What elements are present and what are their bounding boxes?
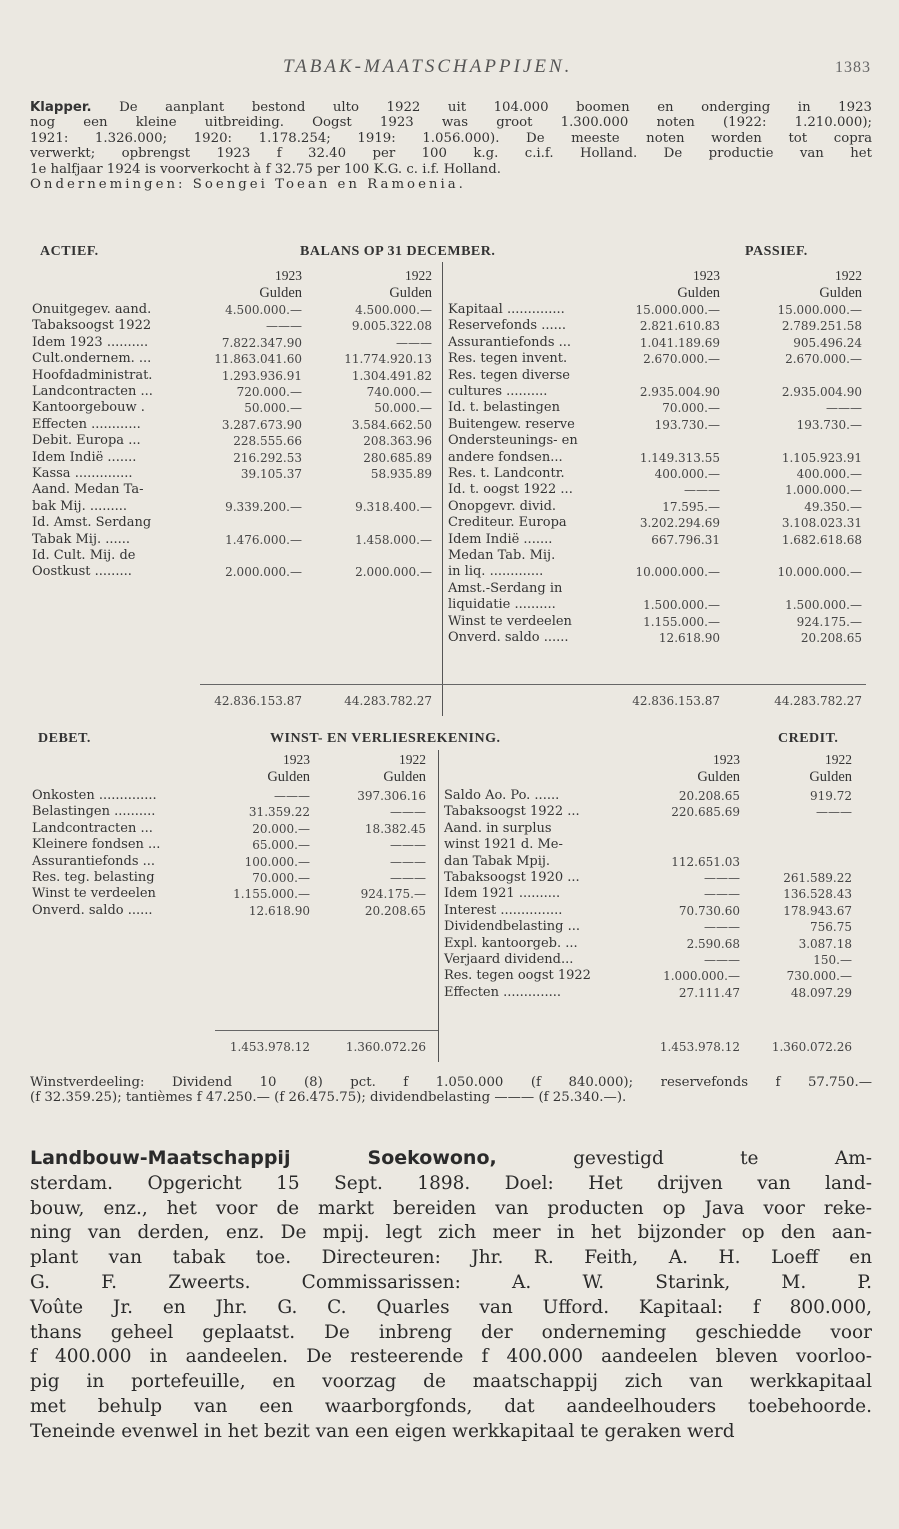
value-1922: 136.528.43 (783, 887, 852, 902)
value-1923: 193.730.— (654, 417, 720, 432)
running-header-title: TABAK-MAATSCHAPPIJEN. (283, 56, 573, 77)
row-label: Onkosten .............. (32, 788, 157, 803)
total-1922: 1.360.072.26 (771, 1040, 852, 1054)
value-1922: 1.458.000.— (355, 532, 432, 547)
row-label: Res. t. Landcontr. (448, 466, 565, 481)
line-text: f 400.000 in aandeelen. De resteerende f 400.000 aandeelen bleven voorloo- (30, 1346, 872, 1368)
row-label: Res. tegen oogst 1922 (444, 968, 591, 984)
row-label: Id. t. belastingen (448, 400, 560, 416)
row-label: liquidatie .......... (448, 597, 556, 613)
row-label: Id. t. oogst 1922 ... (448, 482, 573, 498)
value-1922: 1.682.618.68 (781, 532, 862, 547)
value-1922: 48.097.29 (790, 985, 852, 1000)
value-1923: 1.500.000.— (643, 598, 720, 613)
value-1922: 740.000.— (366, 385, 432, 399)
value-1923: 11.863.041.60 (214, 352, 302, 367)
row-label: Aand. Medan Ta- (32, 482, 144, 498)
line-text: pig in portefeuille, en voorzag de maatschappij zich van werkkapitaal (30, 1371, 872, 1393)
row-label: winst 1921 d. Me- (444, 837, 563, 853)
value-1922: 193.730.— (796, 417, 862, 432)
value-1923: 27.111.47 (678, 985, 740, 1000)
row-label: Dividendbelasting ... (444, 919, 580, 935)
row-label: Id. Amst. Serdang (32, 515, 152, 531)
total-1923: 42.836.153.87 (632, 694, 720, 708)
line-text: thans geheel geplaatst. De inbreng der onderneming geschiedde voor (30, 1321, 872, 1343)
column-unit: Gulden (267, 769, 310, 785)
row-label: Kleinere fondsen ... (32, 837, 161, 853)
value-1922: 208.363.96 (363, 434, 432, 449)
column-year: 1922 (825, 752, 852, 767)
row-label: Buitengew. reserve (448, 416, 575, 432)
value-1922: 2.789.251.58 (781, 319, 862, 334)
value-1923: 1.476.000.— (225, 532, 302, 547)
column-year: 1923 (713, 752, 740, 767)
row-label: Saldo Ao. Po. ...... (444, 788, 560, 803)
value-1923: 720.000.— (236, 385, 302, 399)
value-1923: ——— (684, 483, 720, 498)
column-year: 1922 (835, 268, 862, 283)
value-1923: 112.651.03 (671, 854, 740, 869)
value-1922: 756.75 (810, 920, 852, 935)
value-1923: 2.670.000.— (643, 352, 720, 367)
value-1923: 228.555.66 (233, 434, 302, 449)
column-year: 1923 (275, 268, 302, 283)
value-1923: 100.000.— (244, 854, 310, 869)
row-label: Hoofdadministrat. (32, 367, 153, 383)
value-1922: 397.306.16 (357, 789, 426, 803)
value-1923: 1.155.000.— (643, 614, 720, 629)
value-1923: 15.000.000.— (635, 303, 720, 317)
value-1922: ——— (816, 805, 852, 820)
value-1923: ——— (704, 920, 740, 935)
value-1922: 4.500.000.— (355, 303, 432, 317)
column-year: 1923 (693, 268, 720, 283)
value-1923: 1.000.000.— (663, 969, 740, 984)
value-1923: 216.292.53 (233, 450, 302, 465)
value-1923: 220.685.69 (671, 805, 740, 820)
row-label: Oostkust ......... (32, 564, 132, 580)
value-1922: ——— (390, 871, 426, 885)
row-label: cultures .......... (448, 384, 548, 399)
value-1922: ——— (826, 401, 862, 416)
value-1923: ——— (704, 887, 740, 902)
balance-left-title: ACTIEF. (40, 244, 99, 259)
value-1922: 9.005.322.08 (351, 319, 432, 334)
row-label: Winst te verdeelen (32, 886, 156, 902)
value-1922: 9.318.400.— (355, 499, 432, 514)
row-label: Interest ............... (444, 902, 563, 918)
row-label: Assurantiefonds ... (32, 853, 156, 869)
row-label: Onuitgegev. aand. (32, 302, 152, 317)
total-1923: 1.453.978.12 (229, 1040, 310, 1054)
row-label: Idem Indië ....... (448, 531, 553, 547)
klapper-paragraph (30, 100, 872, 192)
column-divider (442, 262, 443, 716)
value-1922: 3.108.023.31 (781, 516, 862, 531)
row-label: Tabaksoogst 1922 ... (444, 804, 580, 820)
value-1922: 924.175.— (796, 614, 862, 629)
row-label: Res. tegen invent. (448, 351, 568, 367)
row-label: Idem 1923 .......... (32, 334, 149, 350)
value-1922: 924.175.— (360, 887, 426, 902)
paragraph-line (30, 1370, 872, 1395)
row-label: Onverd. saldo ...... (448, 630, 569, 645)
value-1923: 70.730.60 (678, 903, 740, 918)
total-1922: 1.360.072.26 (345, 1040, 426, 1054)
paragraph-line (30, 100, 872, 115)
row-label: Kantoorgebouw . (32, 400, 145, 416)
column-unit: Gulden (819, 285, 862, 301)
value-1923: 2.590.68 (686, 936, 740, 951)
row-label: Idem 1921 .......... (444, 886, 561, 902)
row-label: andere fondsen... (448, 449, 563, 465)
row-label: in liq. ............. (448, 564, 544, 580)
row-label: Aand. in surplus (444, 820, 552, 836)
value-1922: 20.208.65 (364, 903, 426, 918)
value-1922: 11.774.920.13 (344, 352, 432, 367)
value-1922: 919.72 (810, 789, 852, 803)
value-1923: 70.000.— (662, 401, 720, 416)
paragraph-line (30, 1395, 872, 1420)
row-label: Idem Indië ....... (32, 449, 137, 465)
value-1923: 12.618.90 (248, 903, 310, 918)
column-unit: Gulden (677, 285, 720, 301)
paragraph-line (30, 1420, 872, 1445)
column-year: 1922 (405, 268, 432, 283)
column-year: 1923 (283, 752, 310, 767)
paragraph-line (30, 1146, 872, 1172)
column-unit: Gulden (389, 285, 432, 301)
line-text: 1e halfjaar 1924 is voorverkocht à f 32.75 per 100 K.G. c. i.f. Holland. (30, 161, 501, 177)
row-label: Effecten ............ (32, 416, 141, 432)
paragraph-line (30, 131, 872, 146)
value-1923: 1.041.189.69 (639, 335, 720, 350)
value-1922: 261.589.22 (783, 871, 852, 885)
value-1923: 17.595.— (662, 499, 720, 514)
line-text: Teneinde evenwel in het bezit van een eigen werkkapitaal te geraken werd (30, 1420, 735, 1442)
line-text: sterdam. Opgericht 15 Sept. 1898. Doel: Het drijven van land- (30, 1172, 872, 1194)
row-label: Tabaksoogst 1920 ... (444, 870, 580, 885)
page-number: 1383 (835, 59, 871, 76)
value-1922: 150.— (813, 953, 852, 967)
value-1923: 10.000.000.— (635, 565, 720, 580)
row-label: Debit. Europa ... (32, 433, 141, 449)
row-label: Cult.ondernem. ... (32, 351, 152, 367)
line-text: plant van tabak toe. Directeuren: Jhr. R. Feith, A. H. Loeff en (30, 1247, 872, 1269)
value-1922: 58.935.89 (370, 467, 432, 481)
row-label: Crediteur. Europa (448, 515, 567, 531)
pl-title: WINST- EN VERLIESREKENING. (270, 731, 501, 746)
total-rule (200, 684, 866, 685)
row-label: Expl. kantoorgeb. ... (444, 935, 578, 951)
paragraph-line (30, 146, 872, 161)
row-label: Onopgevr. divid. (448, 498, 557, 514)
line-text: Ondernemingen: Soengei Toean en Ramoenia. (30, 177, 466, 193)
line-text: nog een kleine uitbreiding. Oogst 1923 was groot 1.300.000 noten (1922: 1.210.000); (30, 115, 872, 131)
row-label: Tabaksoogst 1922 (32, 318, 152, 334)
value-1923: 2.000.000.— (225, 565, 302, 580)
row-label: Medan Tab. Mij. (448, 548, 556, 563)
value-1923: ——— (266, 319, 302, 334)
paragraph-line (30, 1246, 872, 1271)
value-1923: 1.155.000.— (233, 887, 310, 902)
value-1923: ——— (704, 953, 740, 967)
column-unit: Gulden (383, 769, 426, 785)
row-label: Landcontracten ... (32, 820, 153, 836)
value-1923: ——— (274, 789, 310, 803)
value-1922: 905.496.24 (793, 335, 862, 350)
value-1923: ——— (704, 871, 740, 885)
value-1922: ——— (390, 805, 426, 820)
value-1923: 9.339.200.— (225, 499, 302, 514)
value-1923: 400.000.— (654, 467, 720, 481)
line-text: Voûte Jr. en Jhr. G. C. Quarles van Ufford. Kapitaal: f 800.000, (30, 1296, 872, 1318)
value-1923: 2.935.004.90 (639, 385, 720, 399)
row-label: Effecten .............. (444, 984, 561, 1000)
balance-right-title: PASSIEF. (745, 244, 808, 259)
value-1922: 18.382.45 (364, 821, 426, 836)
row-label: Amst.-Serdang in (448, 580, 563, 596)
line-text: ning van derden, enz. De mpij. legt zich meer in het bijzonder op den aan- (30, 1222, 872, 1244)
distribution-line: Winstverdeeling: Dividend 10 (8) pct. f 1.050.000 (f 840.000); reservefonds f 57.750.— (30, 1075, 872, 1090)
value-1923: 667.796.31 (651, 532, 720, 547)
row-label: Assurantiefonds ... (448, 334, 572, 350)
line-text: bouw, enz., het voor de markt bereiden van producten op Java voor reke- (30, 1197, 872, 1219)
column-unit: Gulden (259, 285, 302, 301)
entry-keyword: Klapper. (30, 100, 92, 115)
paragraph-line (30, 1271, 872, 1296)
pl-right-title: CREDIT. (778, 731, 839, 746)
value-1922: 730.000.— (786, 969, 852, 984)
row-label: Onverd. saldo ...... (32, 902, 153, 918)
value-1922: 1.000.000.— (785, 483, 862, 498)
value-1922: 50.000.— (374, 401, 432, 416)
value-1923: 31.359.22 (248, 805, 310, 820)
line-text: 1921: 1.326.000; 1920: 1.178.254; 1919: 1.056.000). De meeste noten worden tot copra (30, 130, 872, 146)
paragraph-line (30, 1296, 872, 1321)
paragraph-line (30, 1197, 872, 1222)
value-1922: 20.208.65 (800, 631, 862, 645)
value-1922: 2.670.000.— (785, 352, 862, 367)
value-1922: 1.500.000.— (785, 598, 862, 613)
value-1922: 3.087.18 (798, 936, 852, 951)
row-label: Id. Cult. Mij. de (32, 548, 136, 563)
value-1922: 2.935.004.90 (781, 385, 862, 399)
value-1922: 49.350.— (804, 499, 862, 514)
row-label: Tabak Mij. ...... (32, 531, 131, 547)
paragraph-line (30, 1321, 872, 1346)
value-1922: 15.000.000.— (777, 303, 862, 317)
value-1923: 1.293.936.91 (221, 368, 302, 383)
value-1923: 1.149.313.55 (639, 450, 720, 465)
value-1923: 2.821.610.83 (639, 319, 720, 334)
pl-left-title: DEBET. (38, 731, 91, 746)
value-1923: 20.000.— (252, 821, 310, 836)
value-1923: 70.000.— (252, 871, 310, 885)
value-1922: ——— (396, 335, 432, 350)
line-text: De aanplant bestond ulto 1922 uit 104.000 boomen en onderging in 1923 (91, 100, 872, 115)
company-name: Landbouw-Maatschappij Soekowono, (30, 1147, 497, 1169)
value-1923: 3.287.673.90 (221, 417, 302, 432)
row-label: Kassa .............. (32, 466, 133, 481)
value-1922: 280.685.89 (363, 450, 432, 465)
value-1922: 1.304.491.82 (351, 368, 432, 383)
line-text: gevestigd te Am- (496, 1148, 872, 1169)
total-1923: 42.836.153.87 (214, 694, 302, 708)
total-rule (215, 1030, 438, 1031)
paragraph-line (30, 115, 872, 130)
paragraph-line (30, 177, 872, 192)
profit-distribution (30, 1075, 872, 1106)
row-label: Res. teg. belasting (32, 870, 155, 885)
row-label: Kapitaal .............. (448, 302, 565, 317)
line-text: G. F. Zweerts. Commissarissen: A. W. Starink, M. P. (30, 1271, 872, 1293)
value-1922: 3.584.662.50 (351, 417, 432, 432)
value-1923: 50.000.— (244, 401, 302, 416)
row-label: Winst te verdeelen (448, 613, 572, 629)
value-1923: 3.202.294.69 (639, 516, 720, 531)
distribution-line: (f 32.359.25); tantièmes f 47.250.— (f 26.475.75); dividendbelasting ——— (f 25.340.—). (30, 1090, 627, 1106)
value-1922: 1.105.923.91 (781, 450, 862, 465)
value-1923: 65.000.— (252, 838, 310, 853)
value-1922: ——— (390, 838, 426, 853)
total-1923: 1.453.978.12 (659, 1040, 740, 1054)
value-1922: ——— (390, 854, 426, 869)
company-paragraph (30, 1146, 872, 1445)
value-1922: 400.000.— (796, 467, 862, 481)
column-divider (438, 750, 439, 1062)
total-1922: 44.283.782.27 (344, 694, 432, 708)
paragraph-line (30, 1221, 872, 1246)
value-1923: 39.105.37 (240, 467, 302, 481)
column-year: 1922 (399, 752, 426, 767)
line-text: verwerkt; opbrengst 1923 f 32.40 per 100 k.g. c.i.f. Holland. De productie van het (30, 146, 872, 162)
value-1923: 12.618.90 (658, 631, 720, 645)
total-1922: 44.283.782.27 (774, 694, 862, 708)
row-label: Belastingen .......... (32, 804, 156, 820)
value-1922: 10.000.000.— (777, 565, 862, 580)
balance-title: BALANS OP 31 DECEMBER. (300, 244, 496, 259)
line-text: met behulp van een waarborgfonds, dat aandeelhouders toebehoorde. (30, 1395, 872, 1417)
paragraph-line (30, 1172, 872, 1197)
value-1922: 178.943.67 (783, 903, 852, 918)
row-label: bak Mij. ......... (32, 498, 128, 514)
row-label: Res. tegen diverse (448, 367, 570, 383)
value-1923: 20.208.65 (678, 789, 740, 803)
value-1923: 4.500.000.— (225, 303, 302, 317)
value-1923: 7.822.347.90 (221, 335, 302, 350)
column-unit: Gulden (809, 769, 852, 785)
value-1922: 2.000.000.— (355, 565, 432, 580)
row-label: Ondersteunings- en (448, 433, 578, 449)
paragraph-line (30, 1345, 872, 1370)
row-label: Verjaard dividend... (444, 952, 574, 967)
paragraph-line (30, 162, 872, 177)
row-label: Reservefonds ...... (448, 318, 567, 334)
column-unit: Gulden (697, 769, 740, 785)
row-label: Landcontracten ... (32, 384, 153, 399)
row-label: dan Tabak Mpij. (444, 853, 551, 869)
